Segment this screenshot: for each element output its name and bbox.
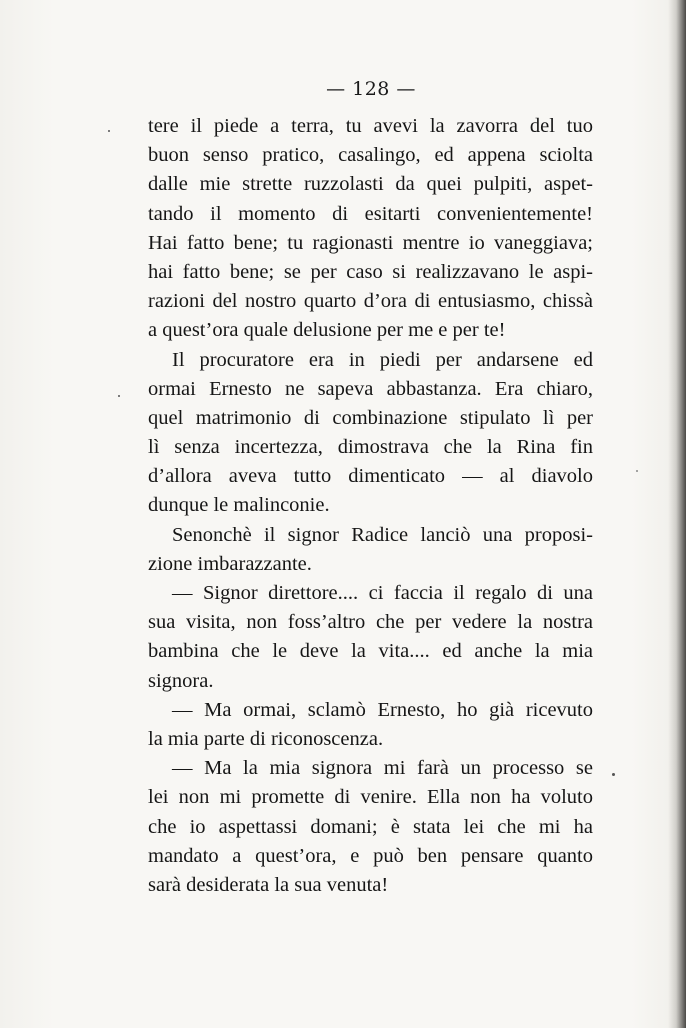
text-line: la mia parte di riconoscenza. [148, 727, 384, 750]
text-line: lì senza incertezza, dimostrava che la Rina fin [148, 436, 593, 459]
body-text [148, 112, 593, 900]
text-line: sarà desiderata la sua venuta! [148, 873, 389, 896]
text-line: Hai fatto bene; tu ragionasti mentre io vaneggiava; [148, 231, 593, 254]
text-line: — Ma ormai, sclamò Ernesto, ho già ricevuto [172, 698, 593, 721]
paper-speck [118, 395, 120, 397]
text-line: mandato a quest’ora, e può ben pensare quanto [148, 844, 593, 867]
page-edge-shadow [668, 0, 686, 1028]
text-line: lei non mi promette di venire. Ella non ha voluto [148, 786, 593, 809]
text-line: sua visita, non foss’altro che per vedere la nostra [148, 611, 593, 634]
text-line: dunque le malinconie. [148, 494, 330, 517]
text-line: tere il piede a terra, tu avevi la zavorra del tuo [148, 115, 593, 137]
text-line: bambina che le deve la vita.... ed anche la mia [148, 640, 593, 663]
text-line: — Signor direttore.... ci faccia il regalo di una [172, 582, 593, 604]
page-number: — 128 — [326, 78, 416, 100]
text-line: dalle mie strette ruzzolasti da quei pulpiti, aspet- [148, 173, 593, 196]
text-line: — Ma la mia signora mi farà un processo se [172, 757, 593, 780]
paper-speck [636, 470, 638, 472]
text-line: signora. [148, 669, 214, 692]
text-line: quel matrimonio di combinazione stipulato lì per [148, 406, 593, 429]
paper-speck [612, 773, 615, 776]
text-line: zione imbarazzante. [148, 552, 312, 575]
text-line: tando il momento di esitarti convenientemente! [148, 202, 593, 225]
paper-speck [108, 130, 110, 132]
text-line: a quest’ora quale delusione per me e per te! [148, 319, 506, 342]
text-line: d’allora aveva tutto dimenticato — al diavolo [148, 465, 593, 488]
text-line: che io aspettassi domani; è stata lei che mi ha [148, 815, 593, 838]
text-line: razioni del nostro quarto d’ora di entusiasmo, chissà [148, 290, 593, 313]
text-line: Senonchè il signor Radice lanciò una proposi- [172, 523, 593, 546]
text-line: Il procuratore era in piedi per andarsene ed [172, 348, 593, 371]
text-line: ormai Ernesto ne sapeva abbastanza. Era chiaro, [148, 377, 593, 400]
text-line: hai fatto bene; se per caso si realizzavano le aspi- [148, 260, 593, 283]
text-line: buon senso pratico, casalingo, ed appena sciolta [148, 144, 593, 167]
